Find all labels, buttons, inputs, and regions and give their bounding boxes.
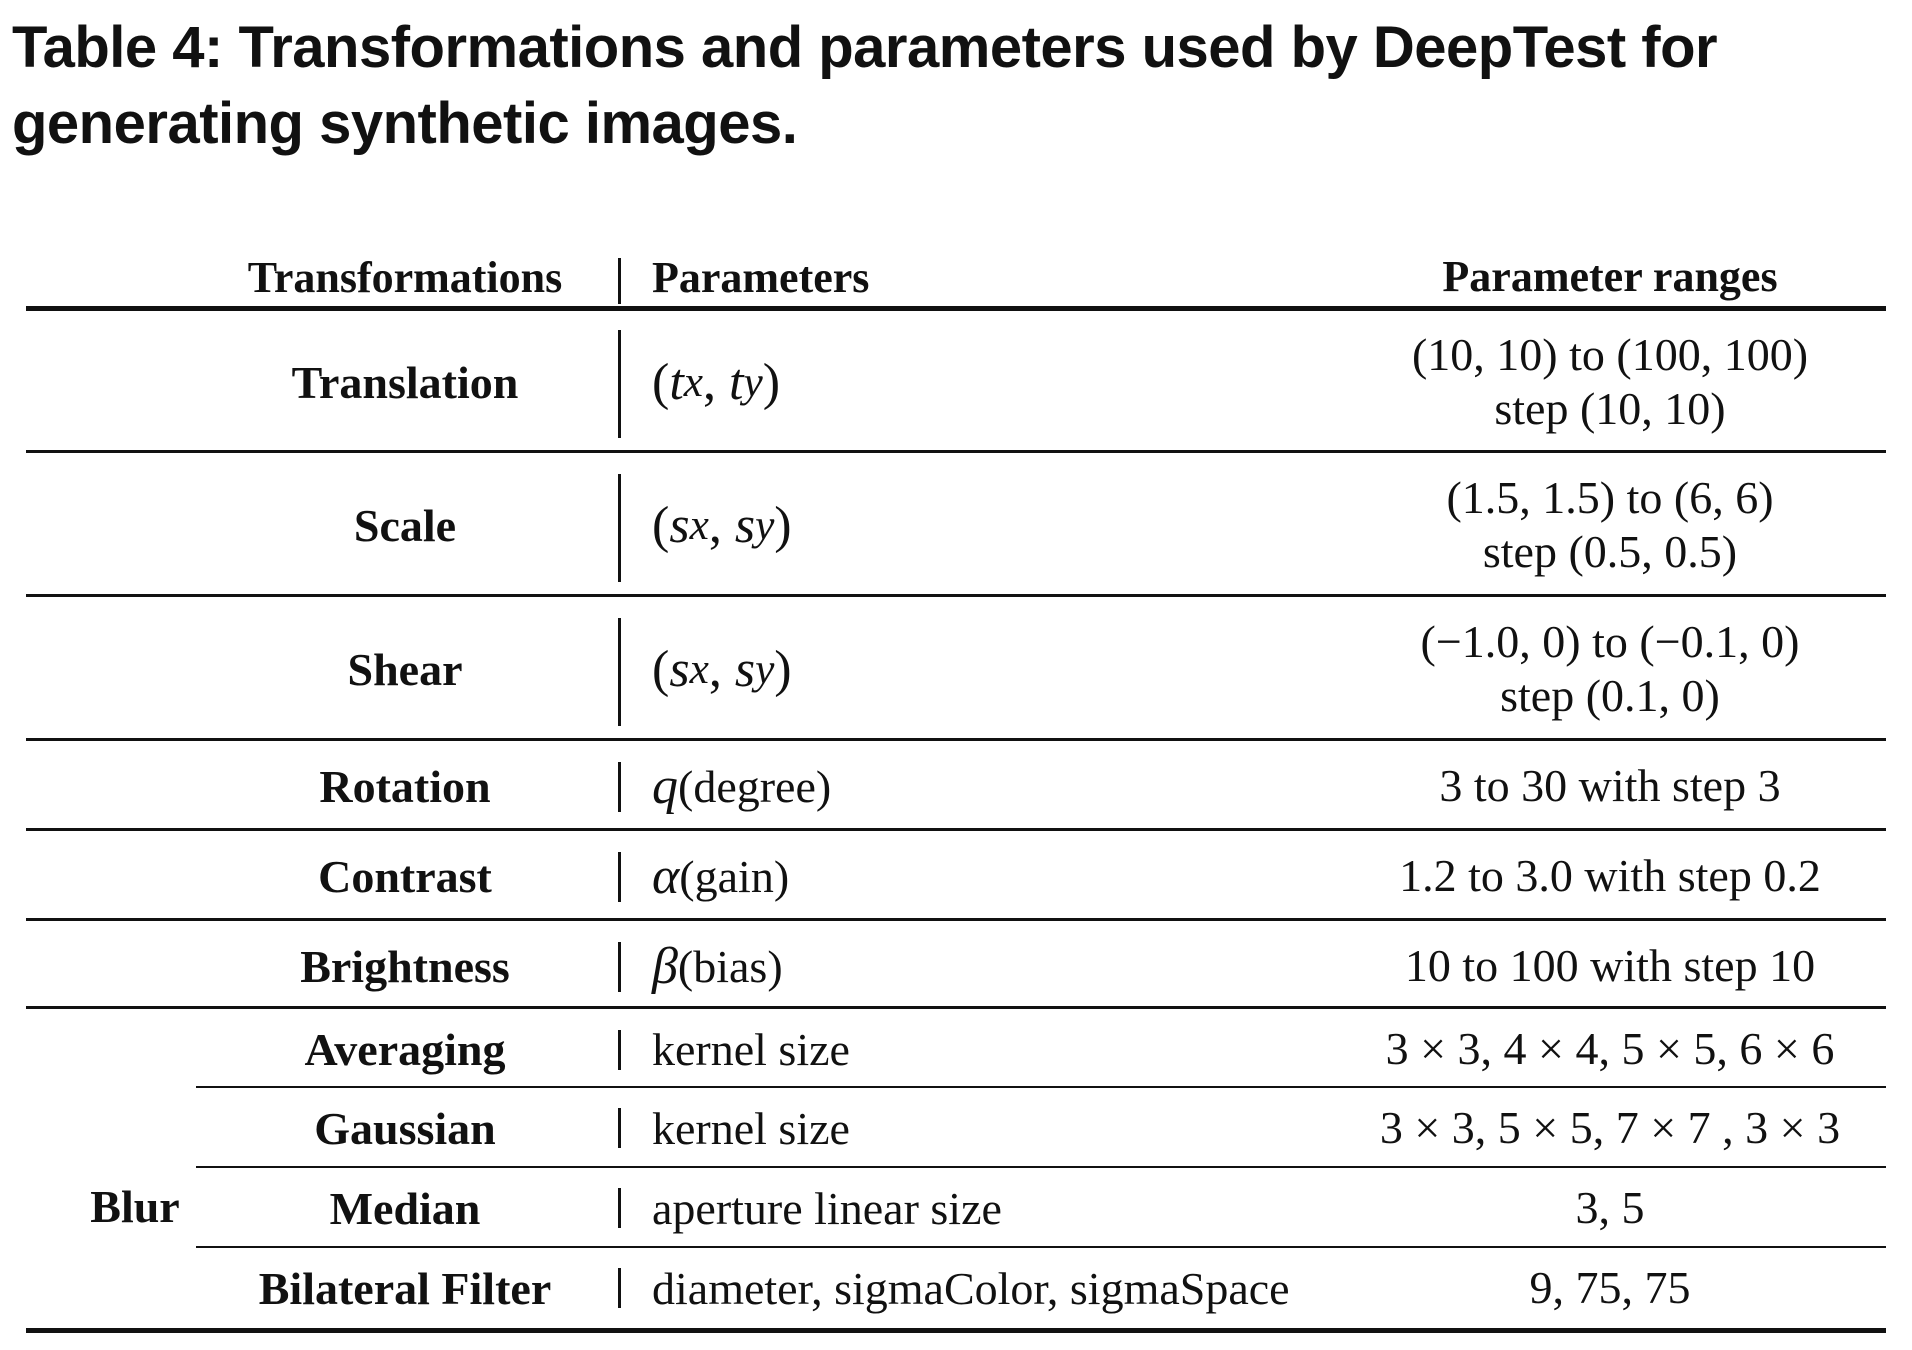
parameter-symbol: α (gain) — [652, 847, 790, 905]
parameter-range — [1300, 456, 1912, 594]
table-caption: Table 4: Transformations and parameters used by DeepTest for generating synthetic images. — [12, 15, 1718, 156]
parameter-range — [1300, 600, 1912, 738]
range-line: (−1.0, 0) to (−0.1, 0) — [1420, 616, 1800, 667]
row-rule — [196, 1246, 1886, 1248]
parameter-symbol: q (degree) — [652, 757, 832, 815]
transformation-name: Gaussian — [314, 1102, 496, 1154]
column-divider — [618, 474, 621, 582]
column-divider — [618, 330, 621, 438]
transformation-name: Rotation — [319, 760, 491, 812]
transformation-name: Shear — [347, 643, 463, 695]
row-rule — [26, 594, 1886, 597]
header-parameters: Parameters — [652, 252, 870, 302]
parameter-text: diameter, sigmaColor, sigmaSpace — [652, 1262, 1290, 1314]
column-divider — [618, 618, 621, 726]
header-transformations: Transformations — [247, 252, 563, 302]
parameter-range: 10 to 100 with step 10 — [1404, 940, 1816, 991]
column-divider — [618, 1188, 621, 1228]
transformation-name: Median — [329, 1182, 481, 1234]
parameter-range: 9, 75, 75 — [1529, 1262, 1691, 1313]
parameter-range: 3 × 3, 5 × 5, 7 × 7 , 3 × 3 — [1379, 1102, 1841, 1153]
range-line: (1.5, 1.5) to (6, 6) — [1446, 472, 1774, 523]
range-step: step (0.5, 0.5) — [1482, 526, 1738, 577]
transformation-name: Scale — [353, 499, 457, 551]
transformation-name: Averaging — [304, 1023, 506, 1075]
parameter-text: kernel size — [652, 1023, 850, 1075]
column-divider — [618, 258, 621, 304]
parameter-symbol: ( s x , s y ) — [652, 496, 792, 554]
parameter-text: kernel size — [652, 1102, 850, 1154]
parameter-symbol: β (bias) — [652, 937, 783, 995]
column-divider — [618, 1268, 621, 1308]
row-rule — [26, 828, 1886, 831]
parameter-text: aperture linear size — [652, 1182, 1002, 1234]
row-rule — [26, 738, 1886, 741]
column-divider — [618, 762, 621, 812]
parameter-range: 3, 5 — [1575, 1182, 1645, 1233]
parameter-symbol: ( s x , s y ) — [652, 640, 792, 698]
parameter-range — [1300, 314, 1912, 450]
blur-group-label: Blur — [90, 1180, 180, 1232]
row-rule — [26, 1006, 1886, 1009]
parameter-range: 3 to 30 with step 3 — [1439, 760, 1781, 811]
header-parameter-ranges: Parameter ranges — [1442, 252, 1778, 301]
transformation-name: Contrast — [318, 850, 492, 902]
parameter-range: 3 × 3, 4 × 4, 5 × 5, 6 × 6 — [1385, 1023, 1835, 1074]
transformation-name: Brightness — [300, 940, 510, 992]
parameter-symbol: ( t x , t y ) — [652, 353, 781, 411]
column-divider — [618, 1108, 621, 1148]
row-rule — [26, 450, 1886, 453]
column-divider — [618, 942, 621, 992]
parameter-range: 1.2 to 3.0 with step 0.2 — [1399, 850, 1821, 901]
header-rule — [26, 306, 1886, 311]
row-rule — [196, 1086, 1886, 1088]
range-step: step (0.1, 0) — [1500, 670, 1720, 721]
range-step: step (10, 10) — [1494, 383, 1726, 434]
range-line: (10, 10) to (100, 100) — [1411, 329, 1809, 380]
column-divider — [618, 1030, 621, 1070]
bottom-rule — [26, 1328, 1886, 1333]
column-divider — [618, 852, 621, 902]
transformation-name: Translation — [291, 356, 519, 408]
row-rule — [26, 918, 1886, 921]
row-rule — [196, 1166, 1886, 1168]
transformation-name: Bilateral Filter — [258, 1262, 552, 1314]
